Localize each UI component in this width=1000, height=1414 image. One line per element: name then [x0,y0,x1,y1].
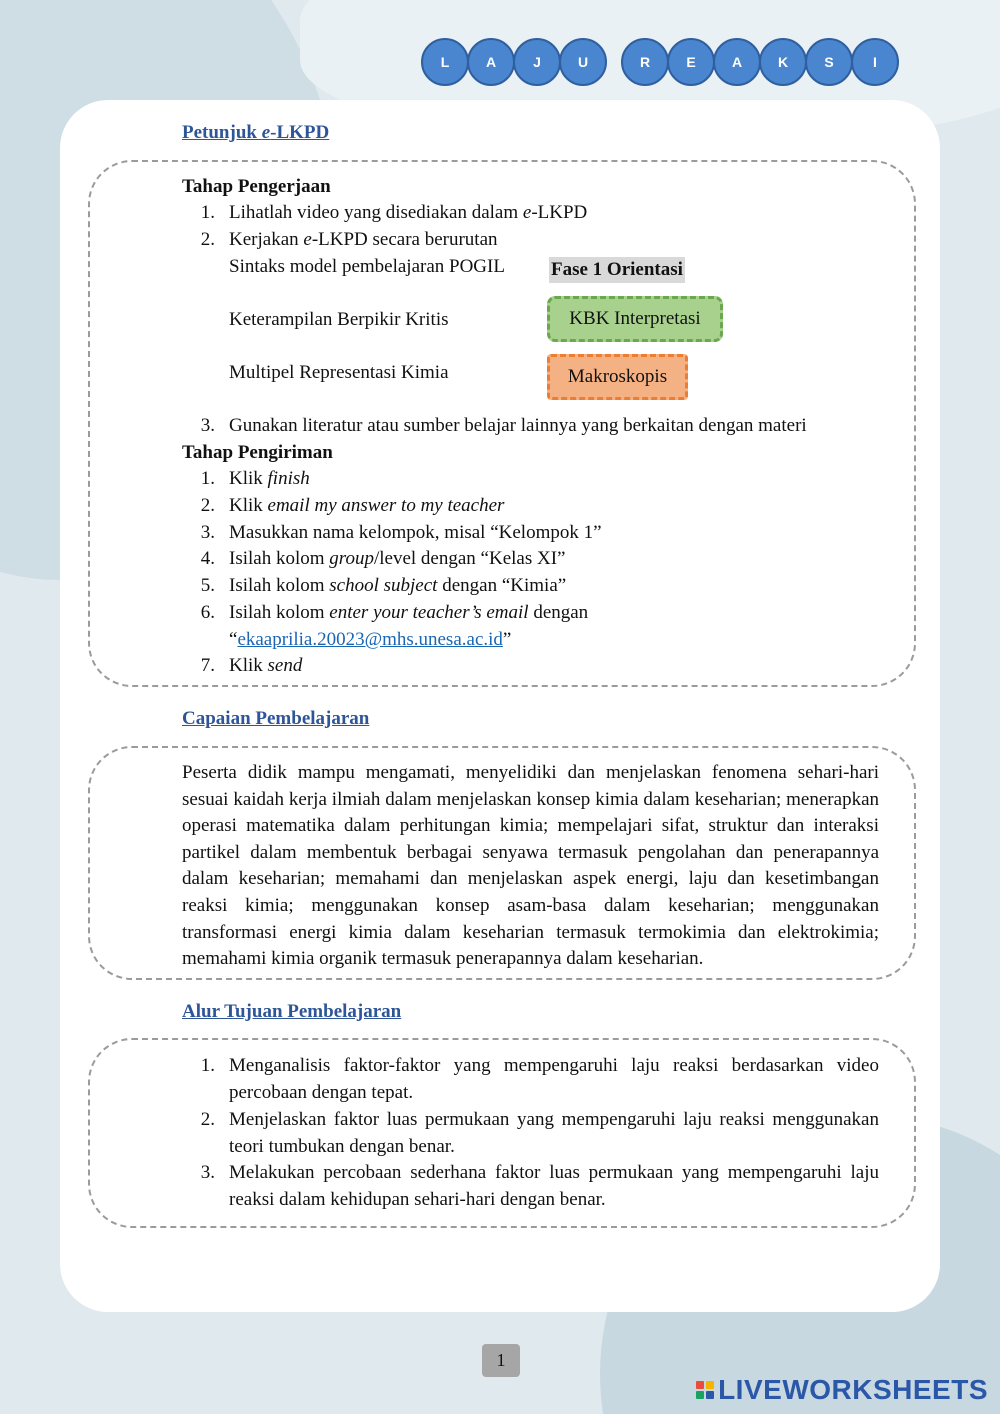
text: -LKPD secara berurutan [311,229,498,250]
list-number: 3. [200,1162,215,1183]
title-letter: E [667,38,715,86]
text: ” [502,629,512,650]
list-number: 6. [200,602,215,623]
text: /level dengan “Kelas XI” [373,548,566,569]
text: Isilah kolom [229,575,330,596]
mrk-label: Multipel Representasi Kimia [229,362,449,383]
liveworksheets-mark-icon [696,1381,714,1399]
fase-tag: Fase 1 Orientasi [549,257,685,283]
title-letter: K [759,38,807,86]
list-number: 3. [200,522,215,543]
logo-square [696,1381,704,1389]
list-number: 1. [200,1055,215,1076]
section-heading-petunjuk [182,122,329,144]
text: Isilah kolom [229,602,330,623]
list-number: 2. [200,229,215,250]
list-item [229,466,310,492]
kbk-tag: KBK Interpretasi [547,296,723,342]
logo-square [696,1391,704,1399]
page-number: 1 [482,1344,520,1377]
text: -LKPD [531,202,588,223]
title-letter: S [805,38,853,86]
list-item [229,200,587,226]
list-item: Menjelaskan faktor luas permukaan yang mempengaruhi laju reaksi menggunakan teori tumbukan dengan benar. [229,1109,879,1157]
liveworksheets-logo [696,1374,988,1406]
list-item [229,546,565,572]
list-item: Masukkan nama kelompok, misal “Kelompok 1” [229,522,602,543]
list-number: 2. [200,1109,215,1130]
heading-text: Petunjuk [182,122,262,143]
title-letter: R [621,38,669,86]
heading-text: -LKPD [270,122,330,143]
logo-square [706,1381,714,1389]
text: dengan “Kimia” [437,575,567,596]
liveworksheets-wordmark: LIVEWORKSHEETS [718,1374,988,1405]
sintaks-label: Sintaks model pembelajaran POGIL [229,256,505,277]
text-italic: finish [267,468,310,489]
title-letter: L [421,38,469,86]
text: “ [229,629,238,650]
list-item: Melakukan percobaan sederhana faktor luas permukaan yang mempengaruhi laju reaksi dalam kehidupan sehari-hari dengan benar. [229,1162,879,1210]
list-number: 1. [200,202,215,223]
subheading-pengerjaan: Tahap Pengerjaan [182,176,331,197]
subheading-pengiriman: Tahap Pengiriman [182,442,333,463]
list-item [229,493,504,519]
text: dengan [528,602,589,623]
title-letter: A [467,38,515,86]
logo-square [706,1391,714,1399]
section-heading-alur: Alur Tujuan Pembelajaran [182,1001,402,1022]
list-number: 4. [200,548,215,569]
list-item [229,600,588,626]
title-letter: A [713,38,761,86]
list-item [229,653,302,679]
list-item-continuation [229,627,511,653]
text-italic: e [522,202,532,223]
text: Klik [229,655,268,676]
list-number: 5. [200,575,215,596]
title-laju-reaksi [421,38,897,86]
section-heading-capaian: Capaian Pembelajaran [182,708,370,729]
list-number: 3. [200,415,215,436]
kbk-label: Keterampilan Berpikir Kritis [229,309,449,330]
text-italic: email my answer to my teacher [267,495,505,516]
list-number: 1. [200,468,215,489]
text-italic: enter your teacher’s email [329,602,529,623]
list-item: Gunakan literatur atau sumber belajar lainnya yang berkaitan dengan materi [229,415,807,436]
text-italic: group [329,548,374,569]
title-letter: J [513,38,561,86]
title-word-reaksi [621,38,897,86]
text-italic: school subject [329,575,438,596]
title-word-laju [421,38,605,86]
list-number: 7. [200,655,215,676]
makroskopis-tag: Makroskopis [547,354,688,400]
text: Klik [229,468,268,489]
capaian-text: Peserta didik mampu mengamati, menyelidiki dan menjelaskan fenomena sehari-hari sesuai kaidah kerja ilmiah dalam menjelaskan konsep kimia dalam keseharian; menerapkan operasi matematika dalam perhitungan kimia; mempelajari sifat, struktur dan interaksi partikel dalam membentuk berbagai senyawa termasuk pengolahan dan penerapannya dalam keseharian; memahami dan menjelaskan aspek energi, laju dan kesetimbangan reaksi kimia; menggunakan konsep asam-basa dalam keseharian; menggunakan transformasi energi kimia dalam keseharian termasuk termokimia dan elektrokimia; memahami kimia organik termasuk penerapannya dalam keseharian. [182,762,879,970]
list-number: 2. [200,495,215,516]
teacher-email-link[interactable]: ekaaprilia.20023@mhs.unesa.ac.id [237,629,503,650]
heading-text-italic: e [261,122,271,143]
text-italic: send [267,655,303,676]
text: Isilah kolom [229,548,330,569]
text: Kerjakan [229,229,304,250]
text-italic: e [303,229,312,250]
title-letter: U [559,38,607,86]
title-letter: I [851,38,899,86]
text: Lihatlah video yang disediakan dalam [229,202,523,223]
list-item [229,227,498,253]
text: Klik [229,495,268,516]
list-item [229,573,566,599]
list-item: Menganalisis faktor-faktor yang mempengaruhi laju reaksi berdasarkan video percobaan dengan tepat. [229,1055,879,1103]
